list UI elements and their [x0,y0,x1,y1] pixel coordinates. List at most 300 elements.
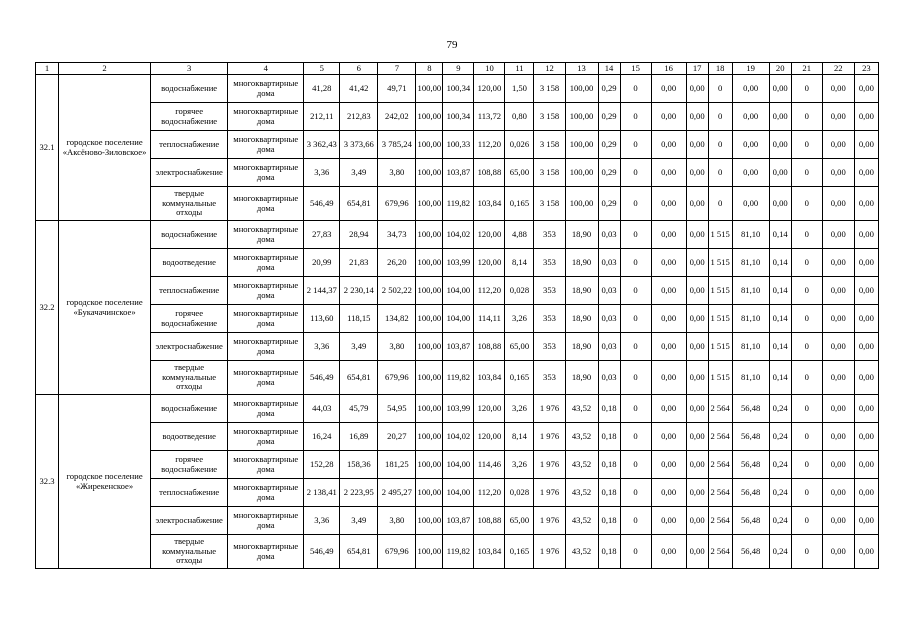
table-cell: 0,00 [686,333,708,361]
table-cell: 0,00 [822,479,854,507]
table-cell: 3 785,24 [378,131,416,159]
housing-type: многоквартирные дома [228,103,304,131]
table-row [36,249,879,277]
table-cell: 0,00 [651,535,686,569]
table-cell: 8,14 [505,423,534,451]
table-cell: 20,99 [304,249,340,277]
table-cell: 100,00 [565,131,598,159]
service-name: горячее водоснабжение [151,305,228,333]
table-cell: 0 [791,277,822,305]
table-cell: 0,00 [822,187,854,221]
table-cell: 0,028 [505,277,534,305]
table-cell: 3,49 [340,159,378,187]
table-cell: 353 [534,277,565,305]
table-cell: 0,00 [686,479,708,507]
table-cell: 41,42 [340,75,378,103]
table-cell: 212,83 [340,103,378,131]
table-cell: 18,90 [565,361,598,395]
table-cell: 0,03 [598,277,620,305]
table-row [36,361,879,395]
table-row [36,221,879,249]
housing-type: многоквартирные дома [228,479,304,507]
table-cell: 3,36 [304,159,340,187]
table-cell: 0 [620,159,651,187]
table-cell: 1 976 [534,479,565,507]
table-cell: 679,96 [378,361,416,395]
column-number: 20 [769,63,791,75]
table-cell: 100,00 [416,507,443,535]
table-cell: 120,00 [474,395,505,423]
table-cell: 119,82 [443,187,474,221]
table-cell: 18,90 [565,333,598,361]
table-cell: 112,20 [474,131,505,159]
housing-type: многоквартирные дома [228,249,304,277]
table-cell: 0 [620,221,651,249]
service-name: водоотведение [151,249,228,277]
table-cell: 0,00 [686,423,708,451]
table-cell: 16,89 [340,423,378,451]
table-cell: 3 158 [534,75,565,103]
table-cell: 0,29 [598,159,620,187]
column-number: 22 [822,63,854,75]
table-cell: 0,00 [822,103,854,131]
table-cell: 100,00 [416,361,443,395]
table-cell: 2 564 [708,535,732,569]
table-cell: 0,00 [769,187,791,221]
table-cell: 3,80 [378,507,416,535]
table-cell: 100,00 [565,187,598,221]
table-cell: 0,00 [732,159,769,187]
table-cell: 103,99 [443,395,474,423]
table-cell: 0,00 [822,507,854,535]
table-cell: 0,00 [854,395,878,423]
table-cell: 0,00 [854,333,878,361]
table-row [36,423,879,451]
table-cell: 114,46 [474,451,505,479]
header-row [36,63,879,75]
table-row [36,451,879,479]
table-cell: 0,24 [769,479,791,507]
table-cell: 0,18 [598,535,620,569]
table-cell: 1 515 [708,221,732,249]
table-cell: 0 [791,159,822,187]
table-cell: 81,10 [732,249,769,277]
table-cell: 0 [791,507,822,535]
group-code: 32.3 [36,395,59,569]
table-cell: 0 [708,103,732,131]
table-cell: 43,52 [565,423,598,451]
table-cell: 353 [534,305,565,333]
table-cell: 0,00 [686,361,708,395]
table-cell: 100,00 [416,277,443,305]
column-number: 17 [686,63,708,75]
table-cell: 0,00 [854,277,878,305]
table-cell: 0 [620,361,651,395]
table-cell: 0 [791,333,822,361]
table-cell: 100,00 [416,451,443,479]
table-cell: 353 [534,249,565,277]
table-cell: 0 [791,131,822,159]
table-cell: 158,36 [340,451,378,479]
table-cell: 353 [534,361,565,395]
table-cell: 56,48 [732,451,769,479]
table-cell: 65,00 [505,333,534,361]
table-cell: 100,00 [416,249,443,277]
column-number: 4 [228,63,304,75]
table-cell: 3,80 [378,333,416,361]
housing-type: многоквартирные дома [228,187,304,221]
table-cell: 0 [620,103,651,131]
table-cell: 45,79 [340,395,378,423]
table-cell: 3,26 [505,305,534,333]
table-cell: 27,83 [304,221,340,249]
table-cell: 0,028 [505,479,534,507]
table-cell: 679,96 [378,187,416,221]
table-cell: 0,00 [686,535,708,569]
table-cell: 654,81 [340,187,378,221]
column-number: 19 [732,63,769,75]
table-cell: 44,03 [304,395,340,423]
column-number: 16 [651,63,686,75]
housing-type: многоквартирные дома [228,395,304,423]
table-cell: 0 [708,75,732,103]
table-cell: 0,00 [686,75,708,103]
table-cell: 56,48 [732,395,769,423]
column-number: 15 [620,63,651,75]
table-cell: 34,73 [378,221,416,249]
table-cell: 81,10 [732,221,769,249]
table-cell: 0,14 [769,333,791,361]
table-cell: 18,90 [565,221,598,249]
table-cell: 0 [620,333,651,361]
table-cell: 0,00 [769,103,791,131]
table-cell: 1,50 [505,75,534,103]
table-cell: 0 [620,75,651,103]
table-cell: 118,15 [340,305,378,333]
housing-type: многоквартирные дома [228,361,304,395]
table-cell: 0,00 [854,221,878,249]
table-cell: 0,00 [686,131,708,159]
table-cell: 103,87 [443,159,474,187]
table-cell: 0,03 [598,221,620,249]
table-cell: 242,02 [378,103,416,131]
table-cell: 43,52 [565,395,598,423]
table-cell: 120,00 [474,249,505,277]
table-cell: 0,00 [651,451,686,479]
table-cell: 654,81 [340,535,378,569]
table-row [36,507,879,535]
table-cell: 353 [534,221,565,249]
table-cell: 100,33 [443,131,474,159]
table-cell: 112,20 [474,479,505,507]
service-name: горячее водоснабжение [151,451,228,479]
table-cell: 43,52 [565,479,598,507]
column-number: 10 [474,63,505,75]
table-cell: 0,165 [505,535,534,569]
table-cell: 0 [620,395,651,423]
table-cell: 100,00 [416,221,443,249]
table-cell: 43,52 [565,507,598,535]
table-cell: 100,00 [416,395,443,423]
table-cell: 100,00 [416,131,443,159]
table-cell: 181,25 [378,451,416,479]
table-cell: 119,82 [443,361,474,395]
table-cell: 0,00 [686,103,708,131]
service-name: водоснабжение [151,221,228,249]
table-cell: 3,36 [304,507,340,535]
table-cell: 100,00 [416,479,443,507]
column-number: 12 [534,63,565,75]
table-cell: 0,00 [854,249,878,277]
table-cell: 81,10 [732,277,769,305]
table-cell: 0 [620,451,651,479]
page-number: 79 [446,39,458,51]
table-cell: 1 976 [534,451,565,479]
housing-type: многоквартирные дома [228,277,304,305]
table-cell: 103,84 [474,361,505,395]
table-cell: 212,11 [304,103,340,131]
table-cell: 100,00 [416,423,443,451]
table-cell: 2 502,22 [378,277,416,305]
table-cell: 0,00 [651,187,686,221]
table-cell: 0 [708,131,732,159]
table-cell: 16,24 [304,423,340,451]
table-cell: 103,87 [443,507,474,535]
table-cell: 1 515 [708,305,732,333]
table-cell: 100,34 [443,75,474,103]
table-cell: 0,00 [651,507,686,535]
table-row [36,75,879,103]
table-cell: 0,18 [598,507,620,535]
table-cell: 0,00 [822,131,854,159]
table-cell: 120,00 [474,221,505,249]
table-cell: 1 515 [708,249,732,277]
table-cell: 0,29 [598,75,620,103]
table-cell: 119,82 [443,535,474,569]
table-cell: 0,00 [686,395,708,423]
table-cell: 353 [534,333,565,361]
table-cell: 0,00 [769,131,791,159]
table-cell: 0,29 [598,131,620,159]
table-cell: 1 976 [534,423,565,451]
table-cell: 0,00 [651,333,686,361]
service-name: электроснабжение [151,333,228,361]
table-cell: 2 144,37 [304,277,340,305]
table-cell: 100,00 [416,305,443,333]
table-cell: 0,00 [854,361,878,395]
table-cell: 152,28 [304,451,340,479]
table-cell: 0,00 [651,395,686,423]
table-cell: 3 158 [534,131,565,159]
table-cell: 0,03 [598,305,620,333]
table-cell: 114,11 [474,305,505,333]
table-cell: 65,00 [505,507,534,535]
table-cell: 2 564 [708,507,732,535]
table-cell: 0 [791,479,822,507]
table-cell: 56,48 [732,479,769,507]
table-cell: 1 976 [534,535,565,569]
table-cell: 1 515 [708,333,732,361]
table-cell: 0,00 [769,75,791,103]
table-cell: 2 564 [708,423,732,451]
table-cell: 28,94 [340,221,378,249]
column-number: 6 [340,63,378,75]
table-cell: 0,00 [651,361,686,395]
housing-type: многоквартирные дома [228,221,304,249]
column-number: 7 [378,63,416,75]
table-cell: 679,96 [378,535,416,569]
table-cell: 26,20 [378,249,416,277]
table-cell: 0,00 [854,187,878,221]
table-cell: 65,00 [505,159,534,187]
settlement-name: городское поселение «Букачачинское» [59,221,151,395]
table-cell: 0,00 [651,277,686,305]
table-cell: 0,14 [769,249,791,277]
table-cell: 56,48 [732,535,769,569]
table-cell: 3,26 [505,451,534,479]
table-cell: 104,00 [443,479,474,507]
table-cell: 120,00 [474,423,505,451]
table-cell: 0,14 [769,277,791,305]
table-cell: 0,00 [854,75,878,103]
table-cell: 546,49 [304,187,340,221]
table-cell: 0,00 [686,305,708,333]
table-cell: 103,87 [443,333,474,361]
table-cell: 100,34 [443,103,474,131]
housing-type: многоквартирные дома [228,159,304,187]
table-cell: 104,00 [443,277,474,305]
column-number: 2 [59,63,151,75]
service-name: теплоснабжение [151,479,228,507]
table-row [36,103,879,131]
table-cell: 0,00 [822,423,854,451]
table-cell: 100,00 [565,75,598,103]
table-cell: 2 564 [708,395,732,423]
table-cell: 0 [620,535,651,569]
table-cell: 0,00 [686,277,708,305]
table-cell: 43,52 [565,451,598,479]
table-cell: 0,00 [854,159,878,187]
column-number: 11 [505,63,534,75]
table-cell: 81,10 [732,333,769,361]
service-name: электроснабжение [151,507,228,535]
column-number: 5 [304,63,340,75]
housing-type: многоквартирные дома [228,507,304,535]
table-row [36,333,879,361]
table-row [36,479,879,507]
table-cell: 4,88 [505,221,534,249]
table-cell: 0,00 [822,221,854,249]
table-cell: 0,00 [822,395,854,423]
service-name: теплоснабжение [151,277,228,305]
table-cell: 20,27 [378,423,416,451]
column-number: 13 [565,63,598,75]
table-cell: 0,14 [769,361,791,395]
column-number: 21 [791,63,822,75]
table-cell: 120,00 [474,75,505,103]
table-cell: 0,00 [822,451,854,479]
table-cell: 3,26 [505,395,534,423]
table-cell: 0,00 [854,451,878,479]
service-name: твердые коммунальные отходы [151,187,228,221]
table-cell: 8,14 [505,249,534,277]
table-cell: 654,81 [340,361,378,395]
housing-type: многоквартирные дома [228,305,304,333]
table-cell: 0,00 [822,249,854,277]
table-cell: 0,165 [505,187,534,221]
table-cell: 0,00 [686,159,708,187]
table-cell: 3,49 [340,507,378,535]
table-row [36,159,879,187]
table-cell: 0 [791,221,822,249]
table-cell: 0,18 [598,423,620,451]
table-cell: 100,00 [416,75,443,103]
table-row [36,131,879,159]
table-cell: 0 [620,249,651,277]
table-cell: 104,00 [443,451,474,479]
table-row [36,277,879,305]
table-cell: 0,03 [598,333,620,361]
table-cell: 0 [791,423,822,451]
column-number: 18 [708,63,732,75]
table-cell: 3 158 [534,103,565,131]
table-cell: 0,24 [769,507,791,535]
table-cell: 0,24 [769,423,791,451]
table-cell: 0,00 [822,361,854,395]
tariff-table [35,62,879,569]
table-row [36,305,879,333]
table-cell: 3 362,43 [304,131,340,159]
table-cell: 0 [620,277,651,305]
table-cell: 546,49 [304,361,340,395]
table-cell: 103,84 [474,187,505,221]
table-cell: 56,48 [732,423,769,451]
table-cell: 0,80 [505,103,534,131]
table-cell: 0,00 [651,249,686,277]
table-cell: 43,52 [565,535,598,569]
table-cell: 0,29 [598,103,620,131]
table-row [36,535,879,569]
table-cell: 0 [620,479,651,507]
table-cell: 0,00 [854,131,878,159]
housing-type: многоквартирные дома [228,451,304,479]
table-cell: 56,48 [732,507,769,535]
table-cell: 49,71 [378,75,416,103]
table-cell: 2 564 [708,479,732,507]
table-cell: 100,00 [416,187,443,221]
table-cell: 113,60 [304,305,340,333]
table-cell: 0,00 [651,305,686,333]
table-cell: 0,00 [769,159,791,187]
table-cell: 0,165 [505,361,534,395]
table-cell: 0,14 [769,221,791,249]
housing-type: многоквартирные дома [228,131,304,159]
table-cell: 1 976 [534,507,565,535]
table-cell: 3 158 [534,159,565,187]
table-cell: 100,00 [565,159,598,187]
table-cell: 0,18 [598,395,620,423]
table-cell: 2 564 [708,451,732,479]
table-cell: 0,00 [651,103,686,131]
table-cell: 104,00 [443,305,474,333]
table-cell: 0,00 [854,423,878,451]
table-cell: 0 [791,305,822,333]
group-code: 32.2 [36,221,59,395]
table-cell: 0,00 [686,507,708,535]
table-cell: 0,00 [686,249,708,277]
table-cell: 0,00 [854,479,878,507]
table-cell: 2 230,14 [340,277,378,305]
